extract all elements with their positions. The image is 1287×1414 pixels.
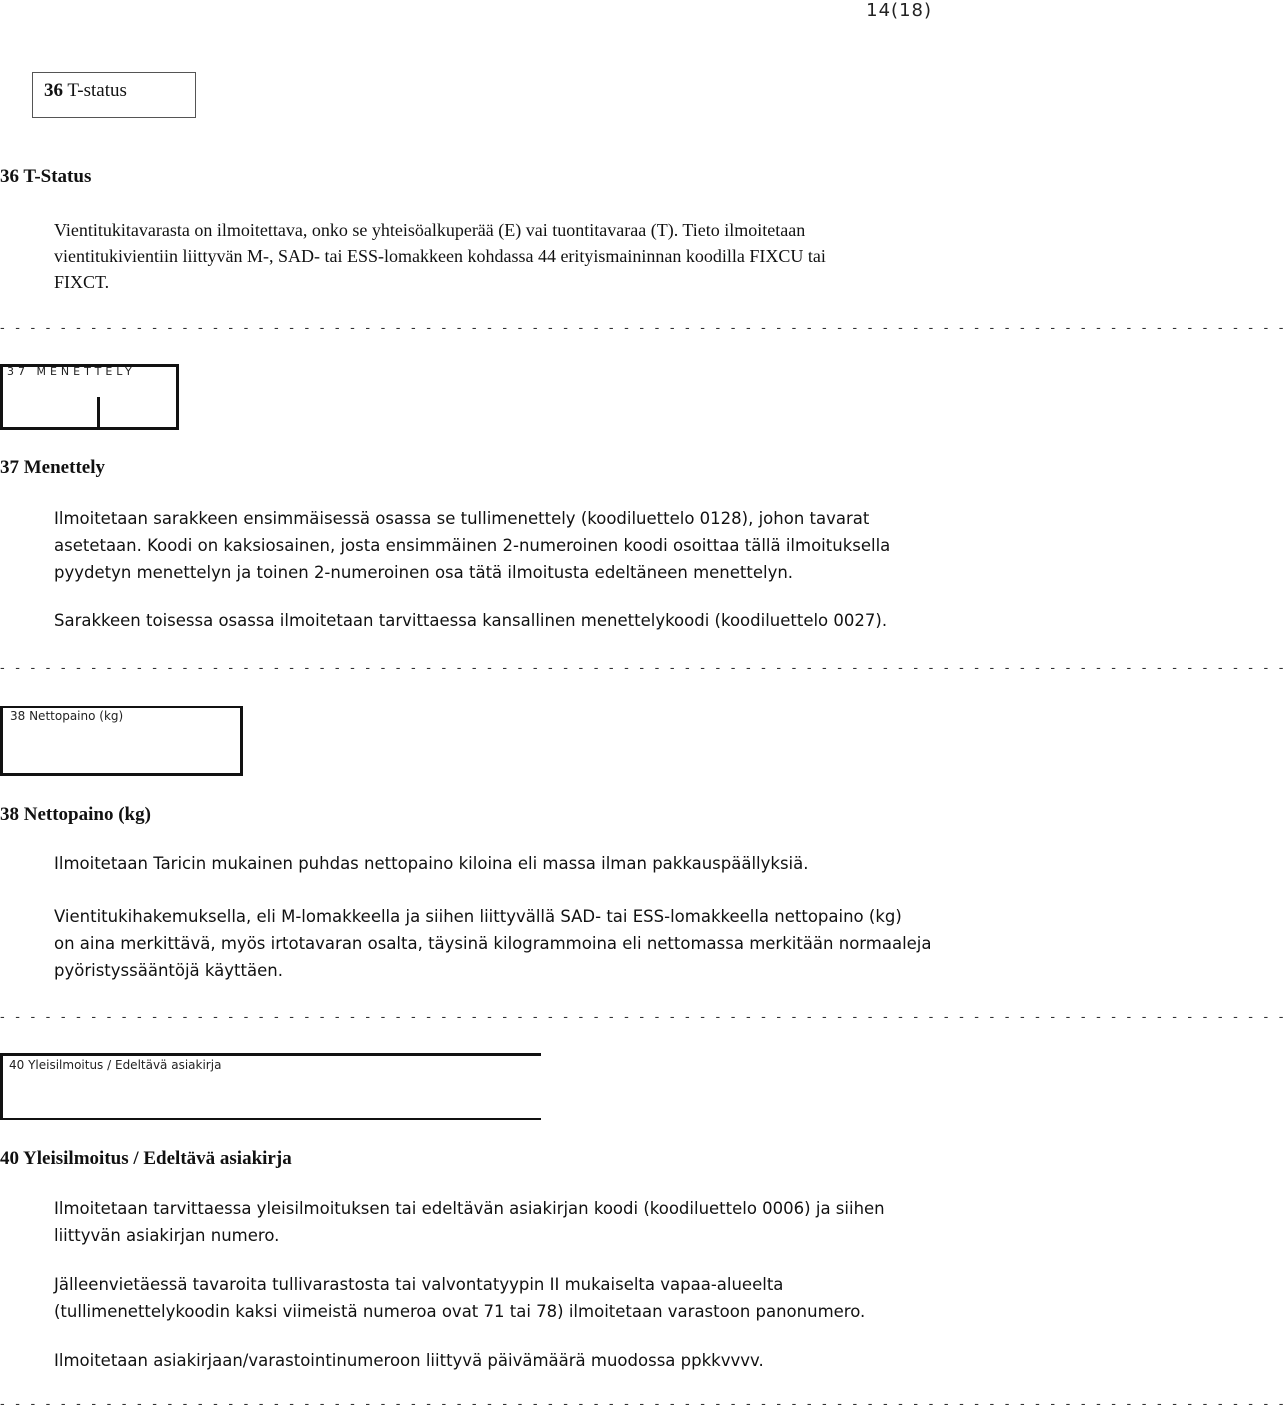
section-40-line-1: Ilmoitetaan tarvittaessa yleisilmoituksen tai edeltävän asiakirjan koodi (koodiluettelo 0006) ja siihen	[54, 1199, 885, 1218]
section-36-line-3: FIXCT.	[54, 272, 110, 292]
section-40-heading: 40 Yleisilmoitus / Edeltävä asiakirja	[0, 1148, 292, 1169]
section-40-paragraph-1	[54, 1195, 960, 1249]
dashed-separator: - - - - - - - - - - - - - - - - - - - - - - - - - - - - - - - - - - - - - - - - - - - - - - - - - - - - - - - - - - - - - - - - - - - - - - - - - - - - - - - - - - - - -	[0, 1397, 1287, 1412]
field-37-label: 37 MENETTELY	[7, 365, 136, 378]
section-36-line-2: vientitukivientiin liittyvän M-, SAD- tai ESS-lomakkeen kohdassa 44 erityismaininnan koodilla FIXCU tai	[54, 246, 826, 266]
field-40-label: 40 Yleisilmoitus / Edeltävä asiakirja	[9, 1058, 222, 1072]
field-38-box	[0, 706, 243, 776]
field-37-box	[0, 364, 179, 430]
t-status-box-number: 36	[44, 80, 63, 101]
section-36-paragraph	[54, 217, 960, 295]
t-status-box-label: T-status	[67, 80, 127, 101]
section-38-paragraph-1: Ilmoitetaan Taricin mukainen puhdas nettopaino kiloina eli massa ilman pakkauspäällyksiä.	[54, 854, 809, 873]
section-37-paragraph-1	[54, 505, 960, 586]
dashed-separator: - - - - - - - - - - - - - - - - - - - - - - - - - - - - - - - - - - - - - - - - - - - - - - - - - - - - - - - - - - - - - - - - - - - - - - - - - - - - - - - - - - - - -	[0, 321, 1287, 336]
section-38-line-1: Vientitukihakemuksella, eli M-lomakkeella ja siihen liittyvällä SAD- tai ESS-lomakkeella nettopaino (kg)	[54, 907, 902, 926]
page-number: 14(18)	[866, 0, 932, 21]
section-40-paragraph-3: Ilmoitetaan asiakirjaan/varastointinumeroon liittyvä päivämäärä muodossa ppkkvvvv.	[54, 1351, 764, 1370]
section-37-paragraph-2: Sarakkeen toisessa osassa ilmoitetaan tarvittaessa kansallinen menettelykoodi (koodiluettelo 0027).	[54, 611, 888, 630]
field-38-label: 38 Nettopaino (kg)	[10, 709, 124, 723]
dashed-separator: - - - - - - - - - - - - - - - - - - - - - - - - - - - - - - - - - - - - - - - - - - - - - - - - - - - - - - - - - - - - - - - - - - - - - - - - - - - - - - - - - - - - -	[0, 661, 1287, 676]
section-38-heading: 38 Nettopaino (kg)	[0, 804, 151, 825]
section-37-line-1: Ilmoitetaan sarakkeen ensimmäisessä osassa se tullimenettely (koodiluettelo 0128), johon tavarat	[54, 509, 870, 528]
section-37-heading: 37 Menettely	[0, 457, 105, 478]
dashed-separator: - - - - - - - - - - - - - - - - - - - - - - - - - - - - - - - - - - - - - - - - - - - - - - - - - - - - - - - - - - - - - - - - - - - - - - - - - - - - - - - - - - - - -	[0, 1010, 1287, 1025]
section-40-line-2: liittyvän asiakirjan numero.	[54, 1226, 280, 1245]
section-38-paragraph-2	[54, 903, 960, 984]
section-37-line-3: pyydetyn menettelyn ja toinen 2-numeroinen osa tätä ilmoitusta edeltäneen menettelyn.	[54, 563, 794, 582]
section-38-line-3: pyöristyssääntöjä käyttäen.	[54, 961, 283, 980]
section-40-line-4: (tullimenettelykoodin kaksi viimeistä numeroa ovat 71 tai 78) ilmoitetaan varastoon panonumero.	[54, 1302, 866, 1321]
section-40-paragraph-2	[54, 1271, 960, 1325]
section-40-line-3: Jälleenvietäessä tavaroita tullivarastosta tai valvontatyypin II mukaiselta vapaa-alueelta	[54, 1275, 784, 1294]
field-37-divider	[97, 397, 100, 427]
section-37-line-2: asetetaan. Koodi on kaksiosainen, josta ensimmäinen 2-numeroinen koodi osoittaa tällä ilmoituksella	[54, 536, 891, 555]
section-36-line-1: Vientitukitavarasta on ilmoitettava, onko se yhteisöalkuperää (E) vai tuontitavaraa (T). Tieto ilmoitetaan	[54, 220, 806, 240]
t-status-box	[32, 72, 196, 118]
field-40-box	[0, 1053, 541, 1120]
section-38-line-2: on aina merkittävä, myös irtotavaran osalta, täysinä kilogrammoina eli nettomassa merkitään normaaleja	[54, 934, 932, 953]
section-36-heading: 36 T-Status	[0, 166, 92, 187]
